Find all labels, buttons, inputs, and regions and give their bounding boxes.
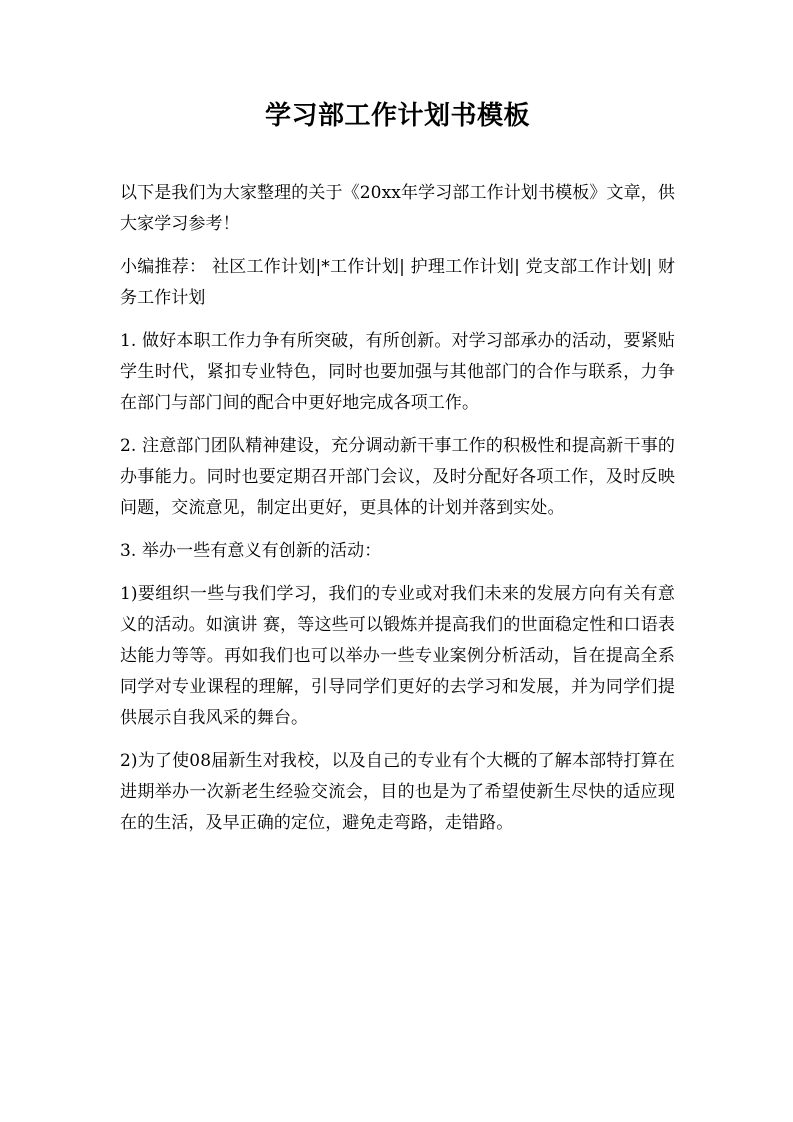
plan-item-1: 1. 做好本职工作力争有所突破，有所创新。对学习部承办的活动，要紧贴学生时代，紧扣专业特色，同时也要加强与其他部门的合作与联系，力争在部门与部门间的配合中更好地完成各项工作。: [120, 331, 675, 413]
plan-item-3: 3. 举办一些有意义有创新的活动：: [120, 541, 382, 561]
document-title: 学习部工作计划书模板: [264, 101, 530, 131]
sub-item-1: 1)要组织一些与我们学习，我们的专业或对我们未来的发展方向有关有意义的活动。如演讲 赛，等这些可以锻炼并提高我们的世面稳定性和口语表达能力等等。再如我们也可以举办一些专业案例分析活动，旨在提高全系同学对专业课程的理解，引导同学们更好的去学习和发展，并为同学们提供展示自我风采的舞台。: [120, 584, 675, 728]
document-body: [120, 96, 675, 851]
recommendation-paragraph: 小编推荐： 社区工作计划|*工作计划| 护理工作计划| 党支部工作计划| 财务工作计划: [120, 257, 675, 308]
intro-paragraph: 以下是我们为大家整理的关于《20xx年学习部工作计划书模板》文章，供大家学习参考！: [120, 183, 675, 234]
plan-item-2: 2. 注意部门团队精神建设，充分调动新干事工作的积极性和提高新干事的办事能力。同时也要定期召开部门会议，及时分配好各项工作，及时反映问题，交流意见，制定出更好，更具体的计划并落到实处。: [120, 436, 675, 518]
sub-item-2: 2)为了使08届新生对我校，以及自己的专业有个大概的了解本部特打算在进期举办一次新老生经验交流会，目的也是为了希望使新生尽快的适应现在的生活，及早正确的定位，避免走弯路，走错路。: [120, 751, 675, 833]
